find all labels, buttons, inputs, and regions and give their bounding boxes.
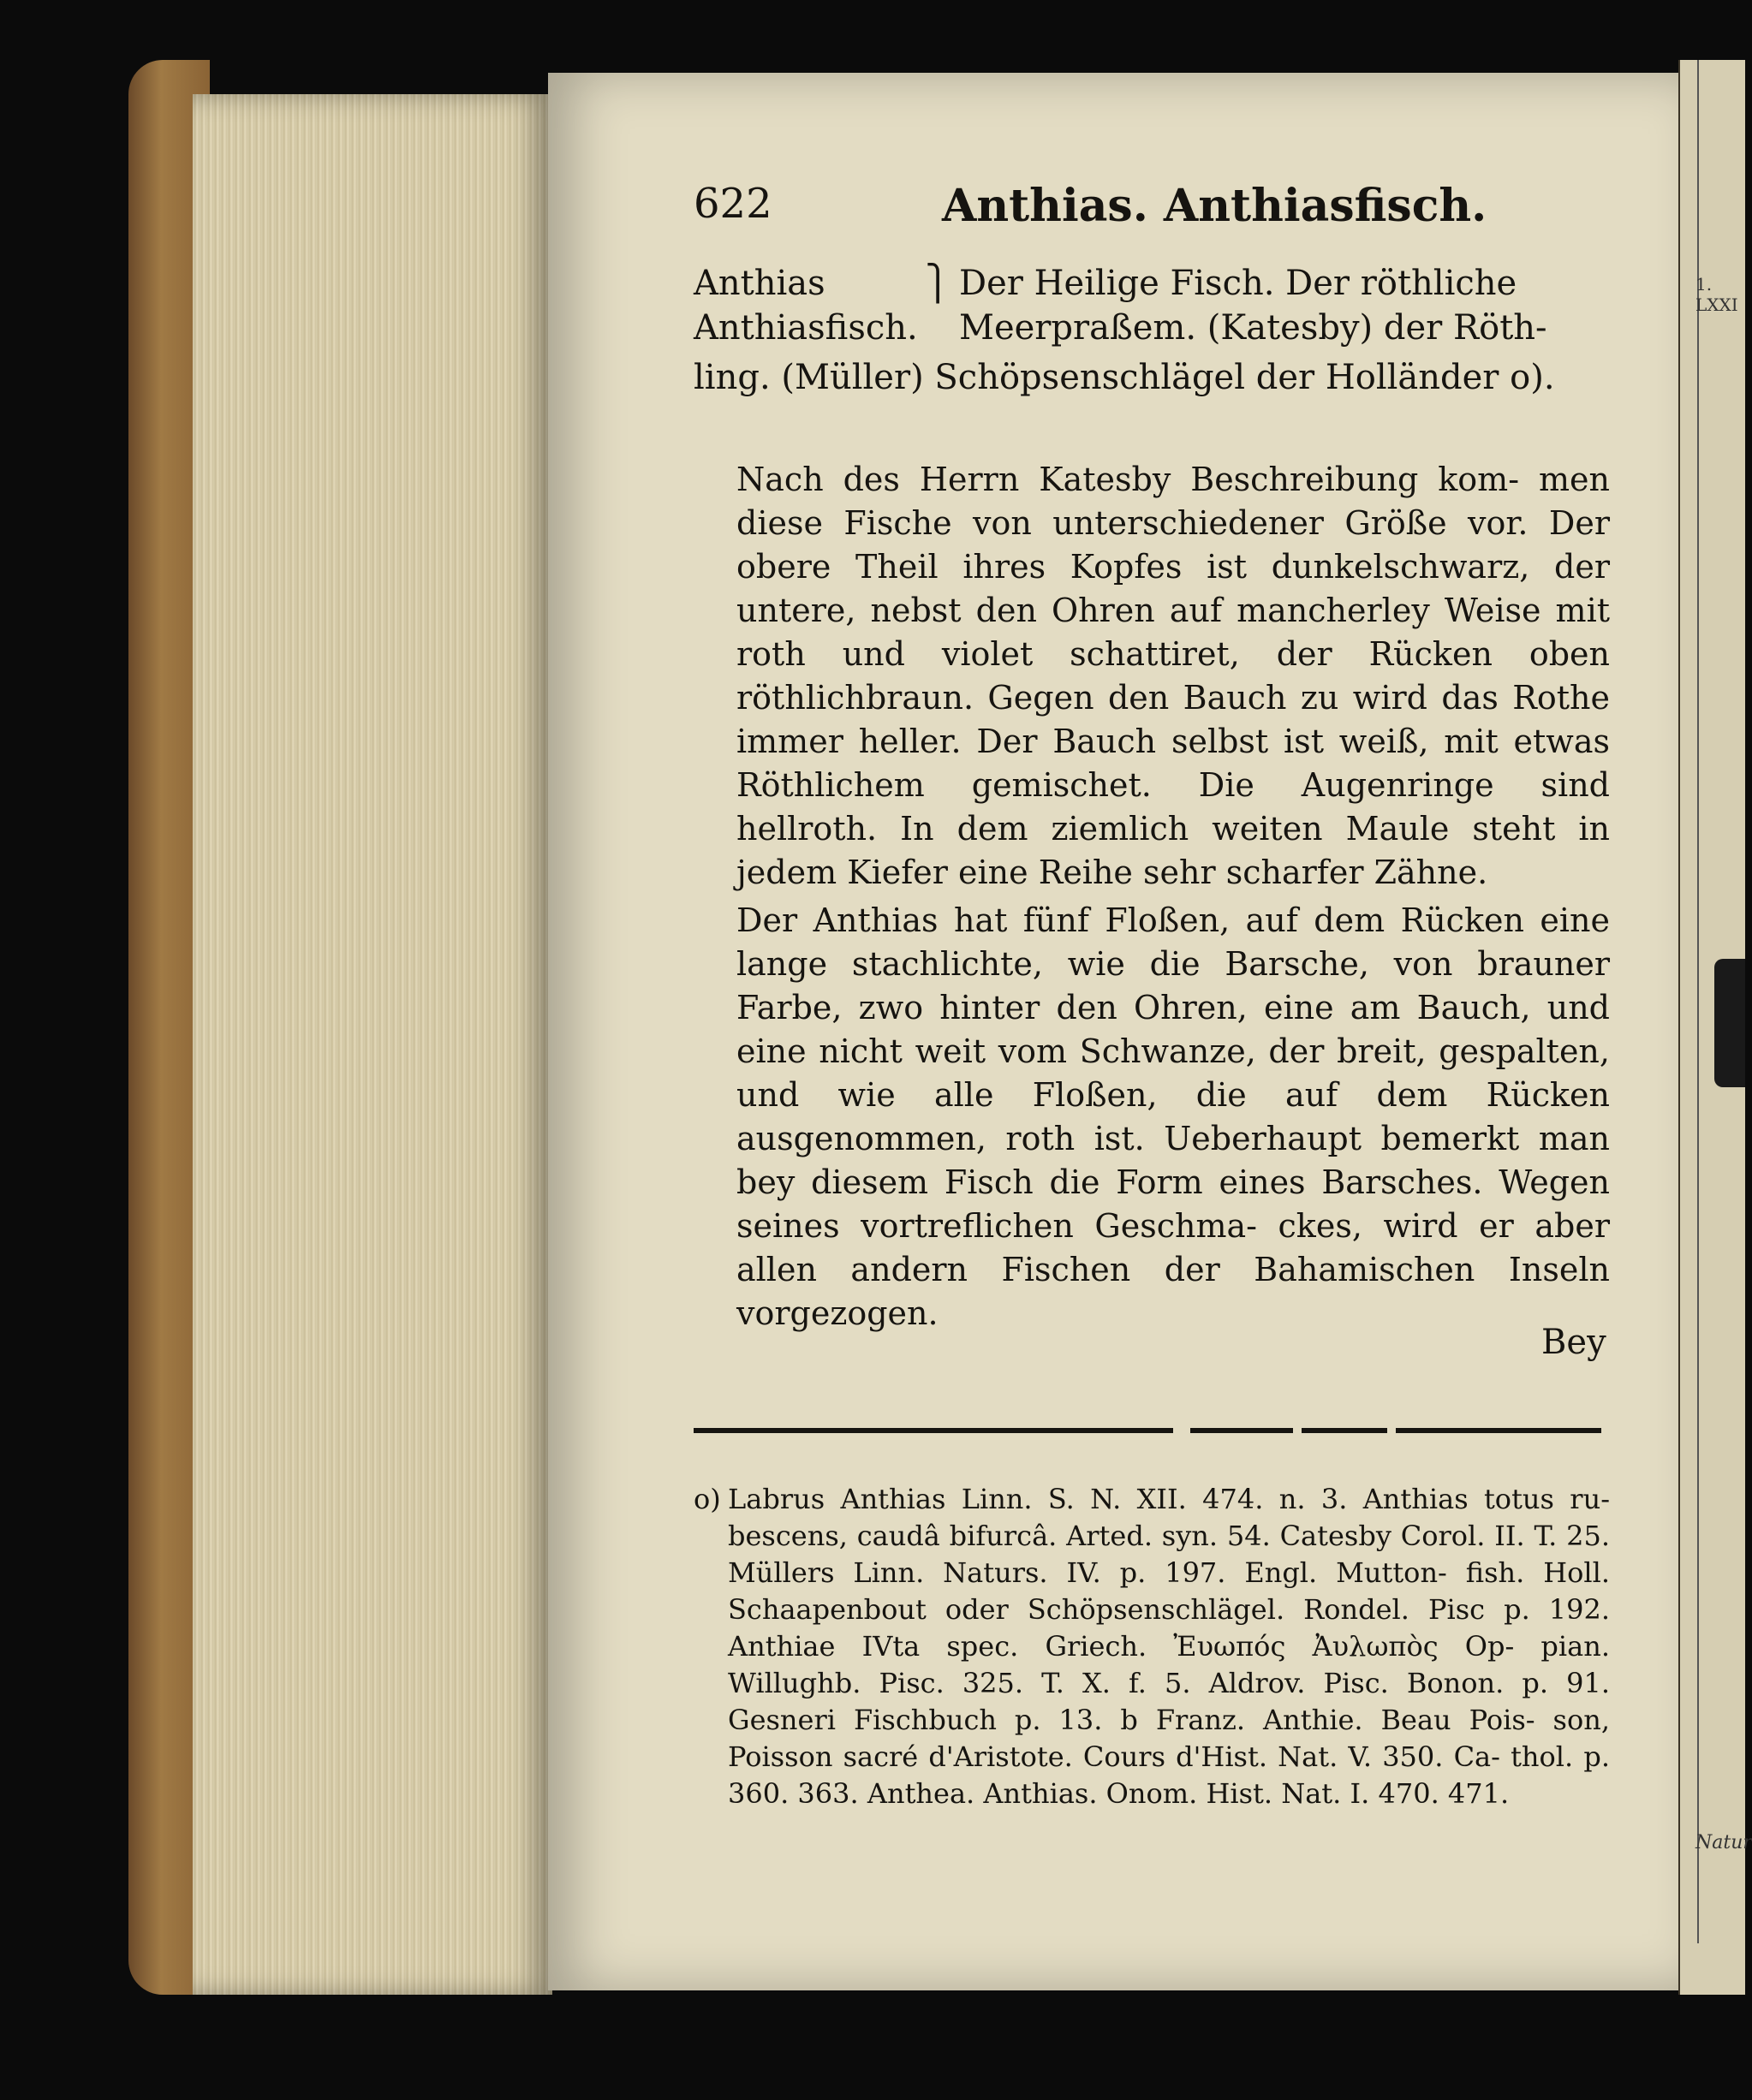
- facing-page-edge: [1678, 60, 1752, 1995]
- facing-page-fragment-top: 1. LXXI: [1695, 274, 1738, 315]
- page-header: [694, 180, 1601, 231]
- synonym-name: Anthiasfisch.: [694, 308, 918, 348]
- page-number: 622: [694, 180, 772, 228]
- footnote-rule: [1396, 1428, 1601, 1433]
- synonym-continuation: ling. (Müller) Schöpsenschlägel der Holländer o).: [694, 358, 1555, 397]
- footnote-mark: o): [694, 1483, 721, 1515]
- footnote-rule: [1302, 1428, 1387, 1433]
- synonym-line: Meerpraßem. (Katesby) der Röth-: [959, 308, 1547, 348]
- running-title: Anthias. Anthiasfisch.: [942, 180, 1487, 232]
- synonym-line: Der Heilige Fisch. Der röthliche: [959, 264, 1517, 303]
- brace-bracket: ⎫: [925, 264, 950, 303]
- footnote: [694, 1481, 1610, 1812]
- footnote-rule: [1190, 1428, 1293, 1433]
- synonym-name: Anthias: [694, 264, 825, 303]
- synonym-names: [694, 261, 925, 350]
- facing-page-ornament: [1714, 959, 1745, 1087]
- facing-page-rule: [1697, 60, 1699, 1943]
- footnote-text: Labrus Anthias Linn. S. N. XII. 474. n. 3. Anthias totus ru- bescens, caudâ bifurcâ. Arted. syn. 54. Catesby Corol. II. T. 25. Müllers Linn. Naturs. IV. p. 197. Engl. Mutton- fish. Holl. Schaapenbout oder Schöpsenschlägel. Rondel. Pisc p. 192. Anthiae IVta spec. Griech. Ἐυωπός Ἀυλωπὸς Op- pian. Willughb. Pisc. 325. T. X. f. 5. Aldrov. Pisc. Bonon. p. 91. Gesneri Fischbuch p. 13. b Franz. Anthie. Beau Pois- son, Poisson sacré d'Aristote. Cours d'Hist. Nat. V. 350. Ca- thol. p. 360. 363. Anthea. Anthias. Onom. Hist. Nat. I. 470. 471.: [728, 1483, 1610, 1810]
- catchword: Bey: [1541, 1323, 1606, 1362]
- body-paragraph: Der Anthias hat fünf Floßen, auf dem Rücken eine lange stachlichte, wie die Barsche, von brauner Farbe, zwo hinter den Ohren, eine am Bauch, und eine nicht weit vom Schwanze, der breit, gespalten, und wie alle Floßen, die auf dem Rücken ausgenommen, roth ist. Ueberhaupt bemerkt man bey diesem Fisch die Form eines Barsches. Wegen seines vortreflichen Geschma- ckes, wird er aber allen andern Fischen der Bahamischen Inseln vorgezogen.: [736, 901, 1610, 1332]
- footnote-rule: [694, 1428, 1173, 1433]
- body-paragraph: Nach des Herrn Katesby Beschreibung kom- men diese Fische von unterschiedener Größe vor. Der obere Theil ihres Kopfes ist dunkelschwarz, der untere, nebst den Ohren auf mancherley Weise mit roth und violet schattiret, der Rücken oben röthlichbraun. Gegen den Bauch zu wird das Rothe immer heller. Der Bauch selbst ist weiß, mit etwas Röthlichem gemischet. Die Augenringe sind hellroth. In dem ziemlich weiten Maule steht in jedem Kiefer eine Reihe sehr scharfer Zähne.: [736, 461, 1610, 891]
- page-stack: [193, 94, 552, 1995]
- facing-page-fragment-bottom: Natur: [1695, 1832, 1752, 1853]
- synonym-description: [959, 261, 1610, 350]
